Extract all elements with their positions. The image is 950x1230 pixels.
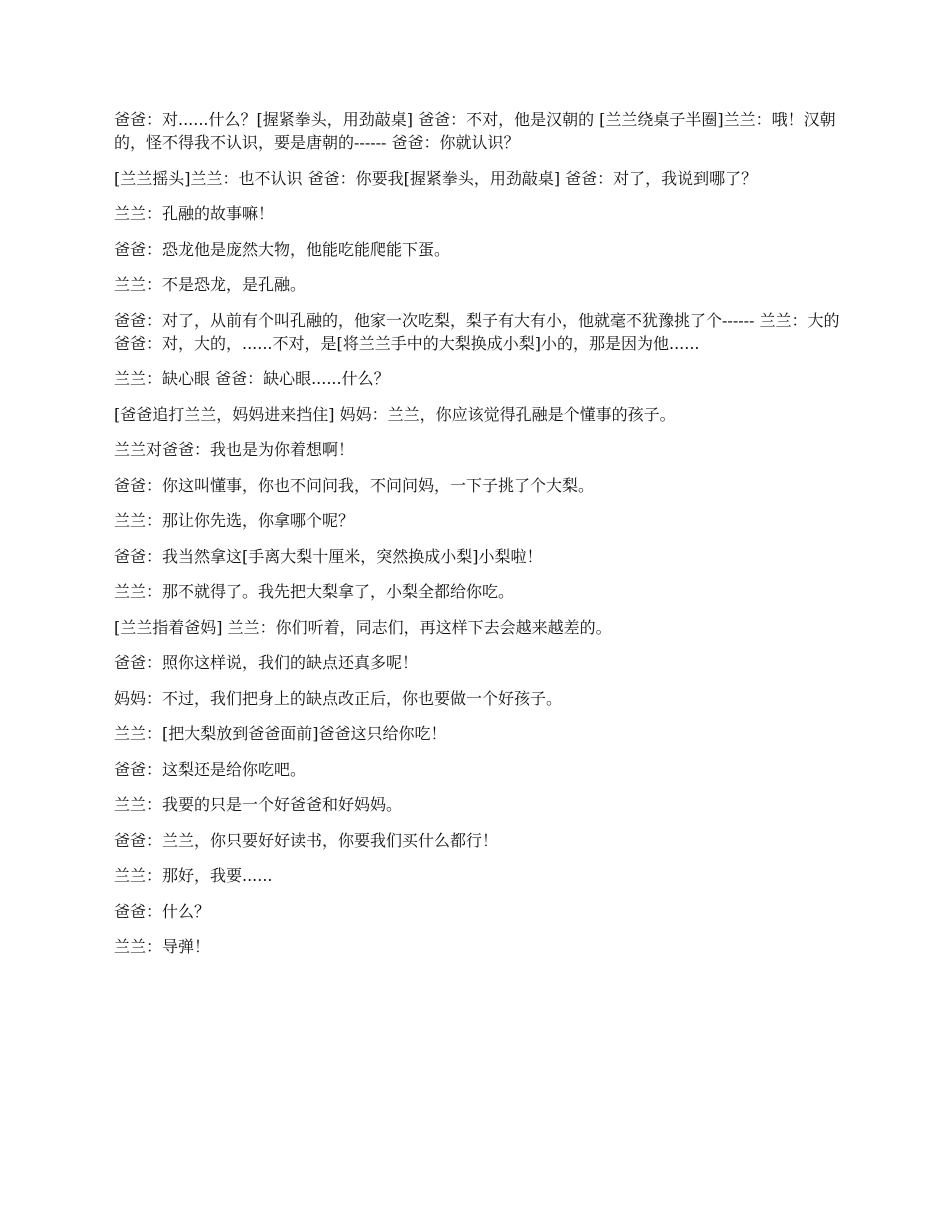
script-paragraph-14: [兰兰指着爸妈] 兰兰：你们听着，同志们，再这样下去会越来越差的。 [114,617,612,637]
script-paragraph-21: 兰兰：那好，我要...... [114,866,273,885]
script-paragraph-13: 兰兰：那不就得了。我先把大梨拿了，小梨全都给你吃。 [114,582,515,601]
script-paragraph-6: 爸爸：对了，从前有个叫孔融的，他家一次吃梨，梨子有大有小，他就毫不犹豫挑了个------ 兰兰：大的 爸爸：对，大的，......不对，是[将兰兰手中的大梨换成小梨]小的，那是因为他...... [114,310,840,353]
script-paragraph-18: 爸爸：这梨还是给你吃吧。 [114,759,307,779]
script-paragraph-23: 兰兰：导弹！ [114,937,211,956]
script-paragraph-20: 爸爸：兰兰，你只要好好读书，你要我们买什么都行！ [114,830,499,850]
script-paragraph-3: 兰兰：孔融的故事嘛！ [114,204,275,223]
document-body [114,108,840,971]
script-paragraph-16: 妈妈：不过，我们把身上的缺点改正后，你也要做一个好孩子。 [114,688,563,708]
script-paragraph-4: 爸爸：恐龙他是庞然大物，他能吃能爬能下蛋。 [114,239,451,259]
script-paragraph-11: 兰兰：那让你先选，你拿哪个呢？ [114,511,355,530]
script-paragraph-15: 爸爸：照你这样说，我们的缺点还真多呢！ [114,653,419,672]
script-paragraph-8: [爸爸追打兰兰，妈妈进来挡住] 妈妈：兰兰，你应该觉得孔融是个懂事的孩子。 [114,404,676,424]
script-paragraph-5: 兰兰：不是恐龙，是孔融。 [114,275,307,294]
script-paragraph-9: 兰兰对爸爸：我也是为你着想啊！ [114,440,355,459]
script-paragraph-2: [兰兰摇头]兰兰：也不认识 爸爸：你要我[握紧拳头，用劲敲桌] 爸爸：对了，我说到哪了？ [114,168,758,188]
script-paragraph-22: 爸爸：什么？ [114,901,211,921]
script-paragraph-10: 爸爸：你这叫懂事，你也不问问我，不问问妈，一下子挑了个大梨。 [114,475,595,495]
script-paragraph-1: 爸爸：对......什么？[握紧拳头，用劲敲桌] 爸爸：不对，他是汉朝的 [兰兰绕桌子半圈]兰兰：哦！汉朝的，怪不得我不认识，要是唐朝的------ 爸爸：你就认识？ [114,110,836,152]
script-paragraph-19: 兰兰：我要的只是一个好爸爸和好妈妈。 [114,795,403,814]
script-paragraph-12: 爸爸：我当然拿这[手离大梨十厘米，突然换成小梨]小梨啦！ [114,546,543,566]
script-paragraph-17: 兰兰：[把大梨放到爸爸面前]爸爸这只给你吃！ [114,724,447,743]
script-paragraph-7: 兰兰：缺心眼 爸爸：缺心眼......什么？ [114,369,390,388]
